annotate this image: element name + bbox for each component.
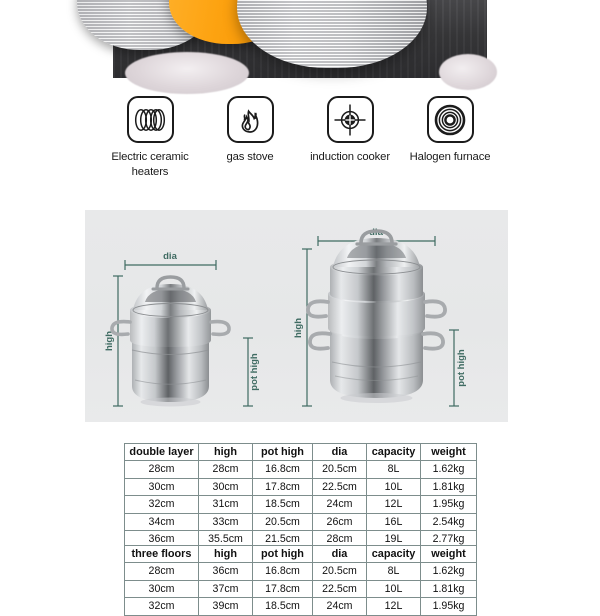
table-row	[125, 478, 477, 495]
table-cell: 28cm	[125, 461, 199, 478]
table-cell: 32cm	[125, 598, 199, 615]
table-cell: 1.62kg	[421, 461, 477, 478]
table-cell: 8L	[367, 461, 421, 478]
table-cell: 28cm	[313, 531, 367, 548]
table-cell: 31cm	[199, 496, 253, 513]
table-row	[125, 513, 477, 530]
compat-label-gas-stove: gas stove	[226, 151, 274, 163]
table-cell: 2.54kg	[421, 513, 477, 530]
table-cell: 20.5cm	[253, 513, 313, 530]
table-cell: 10L	[367, 580, 421, 597]
halogen-concentric-icon	[427, 96, 474, 143]
table-cell: 20.5cm	[313, 461, 367, 478]
table-cell: 19L	[367, 531, 421, 548]
table-cell: 34cm	[125, 513, 199, 530]
gas-flame-icon	[227, 96, 274, 143]
svg-text:pot high: pot high	[456, 349, 467, 387]
table-row	[125, 496, 477, 513]
table-header-row	[125, 444, 477, 461]
table-cell: 16.8cm	[253, 563, 313, 580]
svg-text:dia: dia	[369, 227, 383, 238]
table-header-cell: dia	[313, 444, 367, 461]
table-cell: 21.5cm	[253, 531, 313, 548]
table-header-cell: pot high	[253, 546, 313, 563]
svg-text:high: high	[293, 317, 304, 339]
table-header-cell: dia	[313, 546, 367, 563]
table-cell: 17.8cm	[253, 478, 313, 495]
table-cell: 36cm	[199, 563, 253, 580]
table-cell: 1.81kg	[421, 580, 477, 597]
table-header-cell: three floors	[125, 546, 199, 563]
table-cell: 39cm	[199, 598, 253, 615]
hero-product-photo	[113, 0, 487, 78]
svg-text:high: high	[104, 330, 115, 352]
table-header-cell: double layer	[125, 444, 199, 461]
table-cell: 36cm	[125, 531, 199, 548]
three-floors-spec-table	[124, 545, 477, 616]
fur-prop-left	[125, 52, 249, 94]
table-cell: 22.5cm	[313, 478, 367, 495]
table-cell: 17.8cm	[253, 580, 313, 597]
compat-item-halogen-furnace	[400, 96, 500, 165]
table-cell: 1.62kg	[421, 563, 477, 580]
table-row	[125, 580, 477, 597]
table-cell: 32cm	[125, 496, 199, 513]
table-header-cell: capacity	[367, 546, 421, 563]
table-cell: 1.95kg	[421, 496, 477, 513]
three-floor-steamer-diagram	[293, 227, 467, 406]
electric-ceramic-heater-icon	[127, 96, 174, 143]
table-header-cell: weight	[421, 444, 477, 461]
double-layer-spec-table	[124, 443, 477, 548]
svg-text:dia: dia	[163, 251, 177, 262]
table-cell: 16.8cm	[253, 461, 313, 478]
table-cell: 37cm	[199, 580, 253, 597]
table-cell: 30cm	[199, 478, 253, 495]
table-header-cell: capacity	[367, 444, 421, 461]
table-cell: 20.5cm	[313, 563, 367, 580]
compat-label-electric-ceramic: Electric ceramic heaters	[111, 151, 189, 178]
svg-text:pot high: pot high	[249, 353, 260, 391]
table-cell: 10L	[367, 478, 421, 495]
table-cell: 2.77kg	[421, 531, 477, 548]
table-cell: 18.5cm	[253, 496, 313, 513]
table-header-cell: weight	[421, 546, 477, 563]
table-cell: 16L	[367, 513, 421, 530]
dimension-diagram-panel	[85, 210, 508, 422]
compat-item-electric-ceramic	[100, 96, 200, 180]
table-header-cell: high	[199, 546, 253, 563]
table-cell: 24cm	[313, 496, 367, 513]
table-cell: 35.5cm	[199, 531, 253, 548]
compat-item-induction-cooker	[300, 96, 400, 165]
table-header-cell: high	[199, 444, 253, 461]
table-cell: 30cm	[125, 580, 199, 597]
table-cell: 12L	[367, 598, 421, 615]
fur-prop-right	[439, 54, 497, 90]
table-cell: 30cm	[125, 478, 199, 495]
table-cell: 22.5cm	[313, 580, 367, 597]
table-cell: 28cm	[125, 563, 199, 580]
table-row	[125, 461, 477, 478]
table-row	[125, 598, 477, 615]
table-cell: 18.5cm	[253, 598, 313, 615]
table-header-cell: pot high	[253, 444, 313, 461]
compat-label-induction-cooker: induction cooker	[310, 151, 390, 163]
table-cell: 26cm	[313, 513, 367, 530]
compat-item-gas-stove	[200, 96, 300, 165]
table-row	[125, 563, 477, 580]
table-cell: 1.81kg	[421, 478, 477, 495]
double-layer-steamer-diagram	[104, 251, 260, 407]
compatibility-icons-row	[100, 96, 500, 192]
table-cell: 12L	[367, 496, 421, 513]
table-cell: 8L	[367, 563, 421, 580]
induction-target-icon	[327, 96, 374, 143]
compat-label-halogen-furnace: Halogen furnace	[409, 151, 491, 163]
table-cell: 33cm	[199, 513, 253, 530]
table-header-row	[125, 546, 477, 563]
table-cell: 28cm	[199, 461, 253, 478]
table-cell: 1.95kg	[421, 598, 477, 615]
table-cell: 24cm	[313, 598, 367, 615]
